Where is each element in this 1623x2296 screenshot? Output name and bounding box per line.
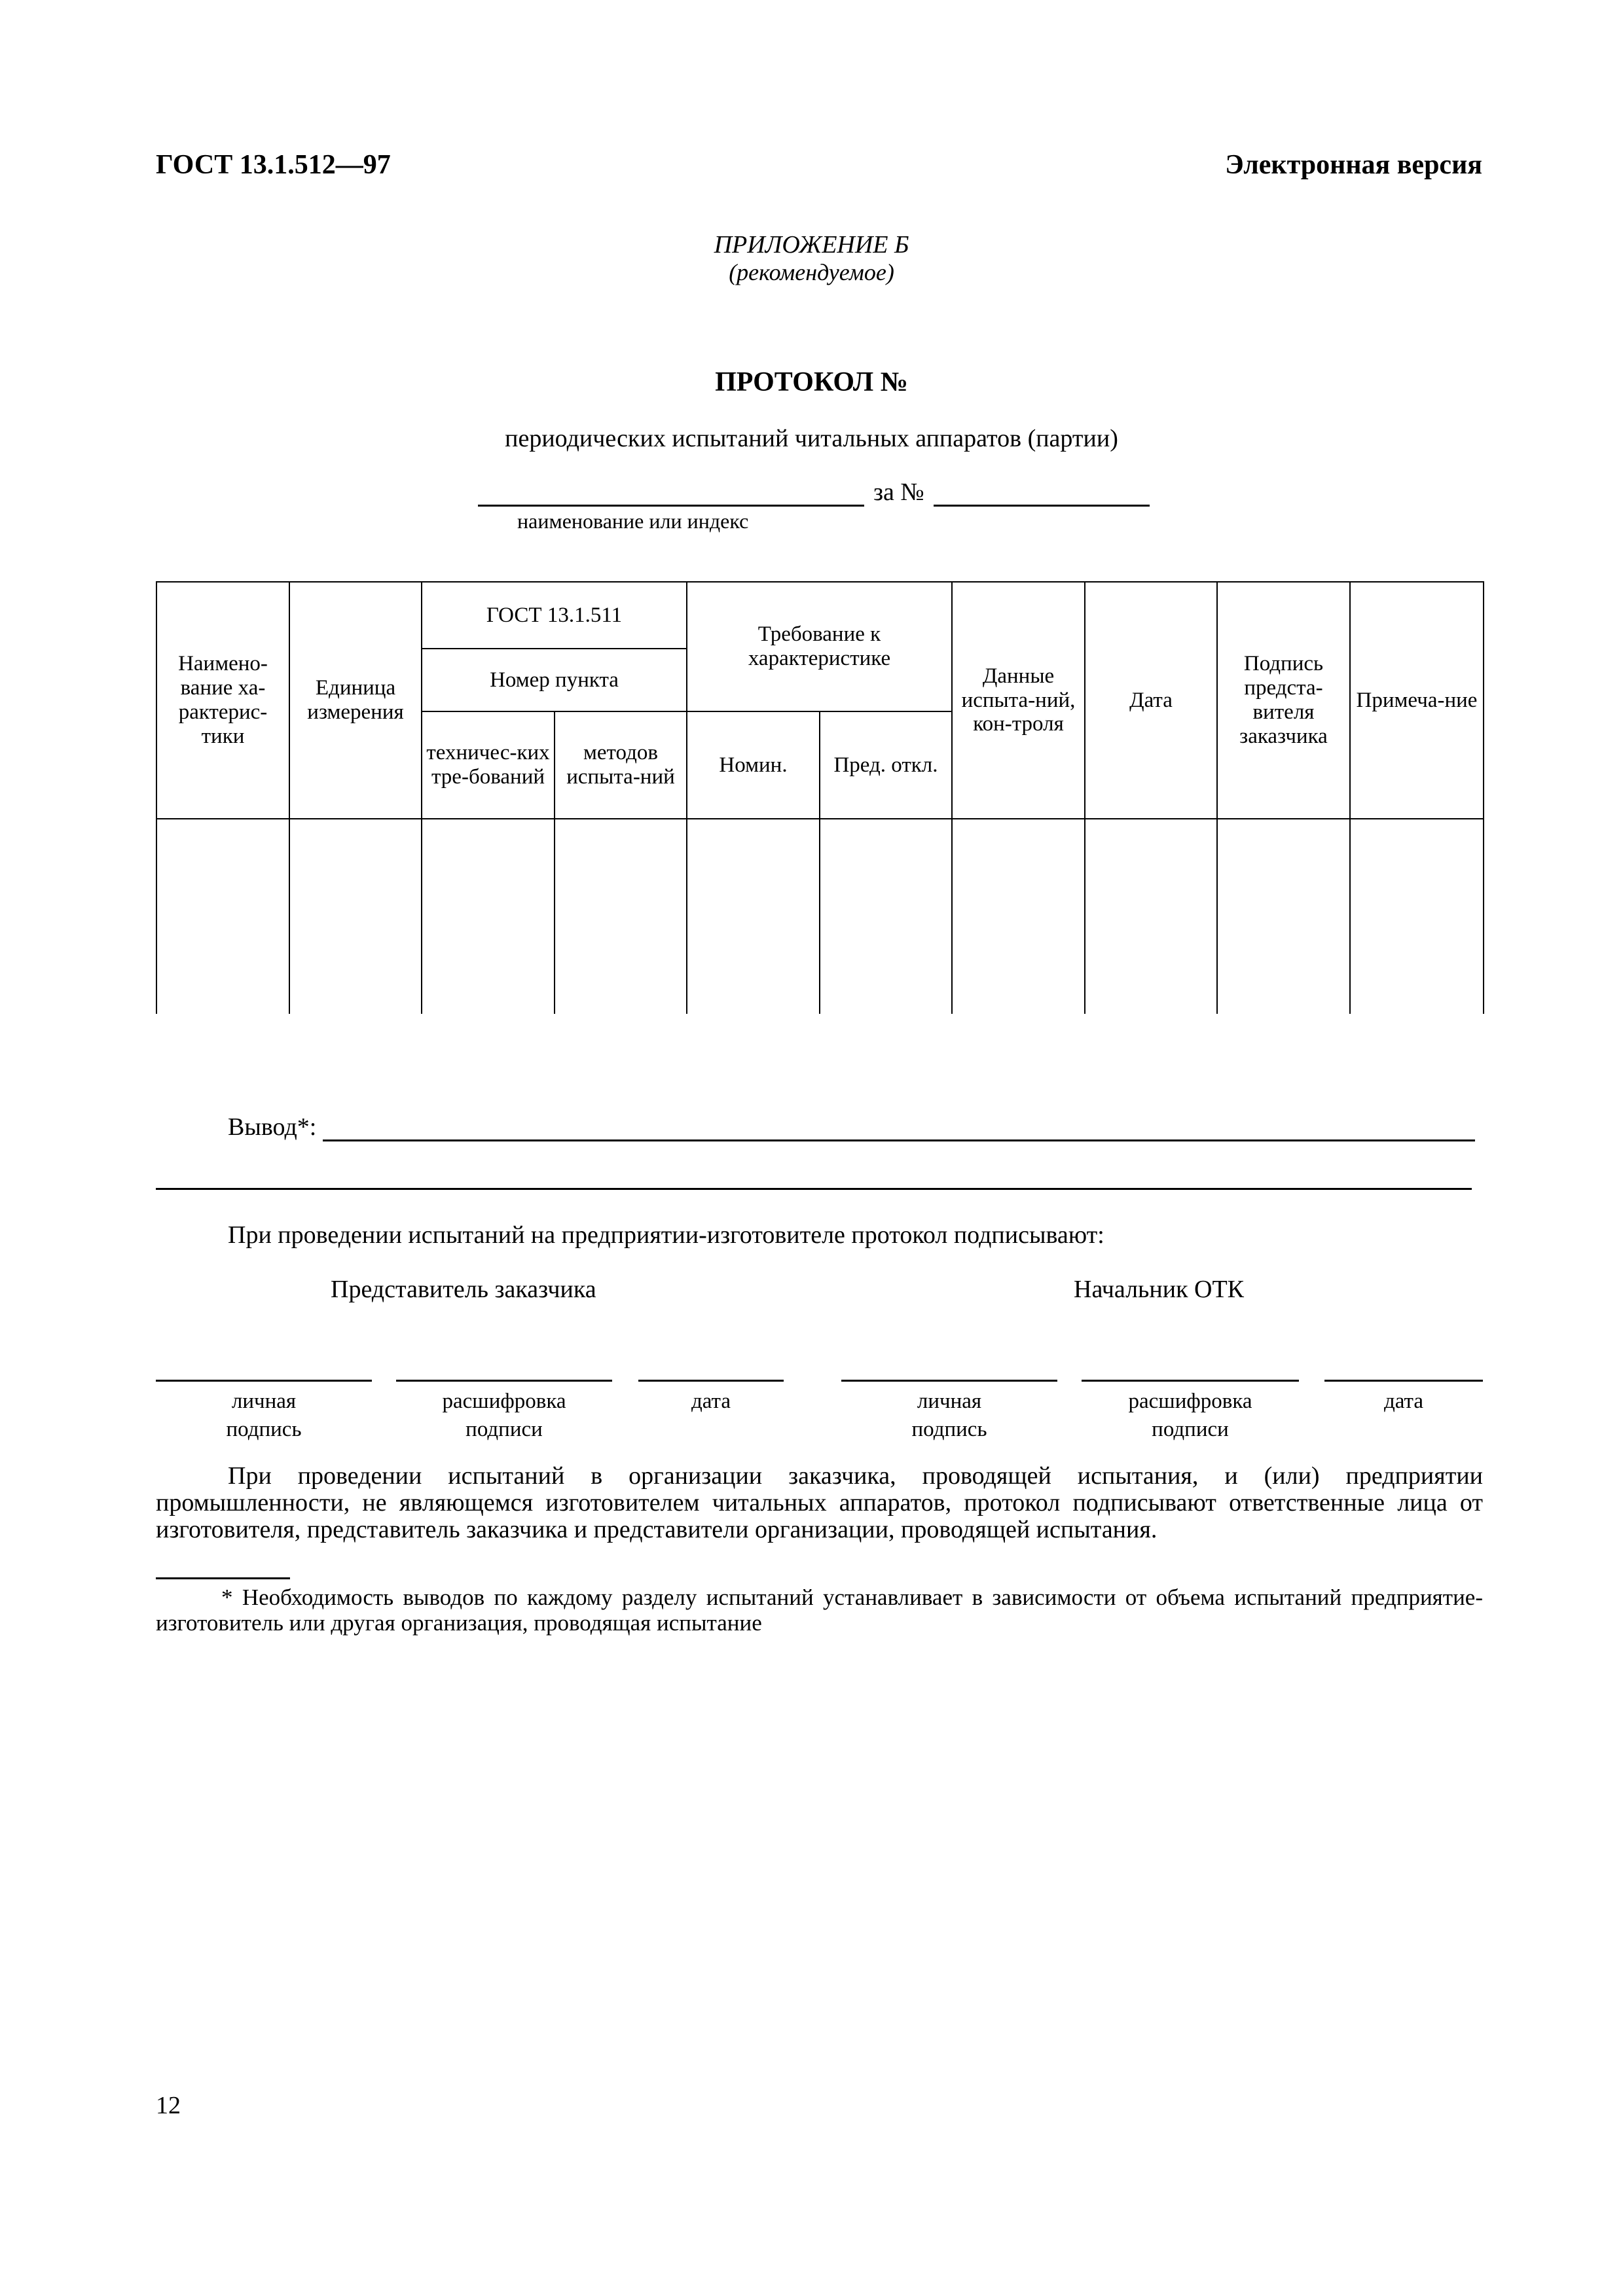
table-cell[interactable] (422, 819, 555, 1014)
signature-decode-line[interactable] (1082, 1380, 1299, 1382)
header-signature: Подпись предста-вителя заказчика (1217, 582, 1350, 819)
signature-caption: личная подпись (911, 1390, 987, 1441)
signature-decode-caption: расшифровка подписи (442, 1390, 566, 1441)
table-cell[interactable] (952, 819, 1085, 1014)
conclusion-line (228, 1113, 1475, 1141)
signature-decode-caption: расшифровка подписи (1128, 1390, 1252, 1441)
header-note: Примеча-ние (1350, 582, 1484, 819)
signing-paragraph: При проведении испытаний в организации заказчика, проводящей испытания, и (или) предприятии промышленности, не являющемся изготовителем читальных аппаратов, протокол подписывают ответственные лица от изготовителя, представитель заказчика и представители организации, проводящей испытания. (156, 1462, 1483, 1544)
header-deviation: Пред. откл. (820, 711, 952, 819)
header-unit: Единица измерения (289, 582, 422, 819)
customer-representative-label: Представитель заказчика (331, 1276, 596, 1303)
name-blank[interactable] (478, 478, 864, 507)
table-cell[interactable] (1217, 819, 1350, 1014)
date-line[interactable] (638, 1380, 784, 1382)
conclusion-continuation-line[interactable] (156, 1188, 1472, 1190)
table-cell[interactable] (289, 819, 422, 1014)
protocol-subtitle: периодических испытаний читальных аппаратов (партии) (505, 425, 1118, 452)
header-nominal: Номин. (687, 711, 820, 819)
header-tech-requirements: техничес-ких тре-бований (422, 711, 555, 819)
header-test-data: Данные испыта-ний, кон-троля (952, 582, 1085, 819)
header-test-methods: методов испыта-ний (555, 711, 687, 819)
date-line[interactable] (1324, 1380, 1483, 1382)
table-cell[interactable] (687, 819, 820, 1014)
signature-decode-line[interactable] (396, 1380, 612, 1382)
name-caption: наименование или индекс (517, 509, 749, 533)
header-point-number: Номер пункта (422, 649, 687, 711)
signature-line[interactable] (841, 1380, 1057, 1382)
table-cell[interactable] (1350, 819, 1484, 1014)
header-gost: ГОСТ 13.1.511 (422, 582, 687, 649)
signing-intro: При проведении испытаний на предприятии-изготовителе протокол подписывают: (228, 1221, 1104, 1249)
for-number-label: за № (873, 478, 924, 506)
document-standard: ГОСТ 13.1.512—97 (156, 150, 391, 180)
footnote-separator (156, 1577, 290, 1579)
table-cell[interactable] (820, 819, 952, 1014)
table-cell[interactable] (156, 819, 289, 1014)
header-characteristic-name: Наимено-вание ха-рактерис-тики (156, 582, 289, 819)
header-requirement: Требование к характеристике (687, 582, 952, 711)
qc-chief-label: Начальник ОТК (1074, 1276, 1245, 1303)
electronic-version-label: Электронная версия (1225, 150, 1482, 180)
table-cell[interactable] (1085, 819, 1217, 1014)
protocol-name-line (478, 478, 1150, 507)
protocol-table (156, 581, 1484, 1014)
signature-caption: личная подпись (226, 1390, 302, 1441)
footnote: * Необходимость выводов по каждому разделу испытаний устанавливает в зависимости от объема испытаний предприятие-изготовитель или другая организация, проводящая испытание (156, 1585, 1483, 1636)
number-blank[interactable] (934, 478, 1150, 507)
protocol-title: ПРОТОКОЛ № (715, 367, 908, 397)
date-caption: дата (691, 1390, 731, 1413)
appendix-title: ПРИЛОЖЕНИЕ Б (714, 231, 909, 259)
conclusion-blank[interactable] (323, 1113, 1475, 1141)
table-cell[interactable] (555, 819, 687, 1014)
header-date: Дата (1085, 582, 1217, 819)
appendix-note: (рекомендуемое) (729, 259, 894, 285)
date-caption: дата (1383, 1390, 1424, 1413)
page-number: 12 (156, 2092, 181, 2119)
signature-line[interactable] (156, 1380, 372, 1382)
conclusion-label: Вывод*: (228, 1113, 317, 1141)
